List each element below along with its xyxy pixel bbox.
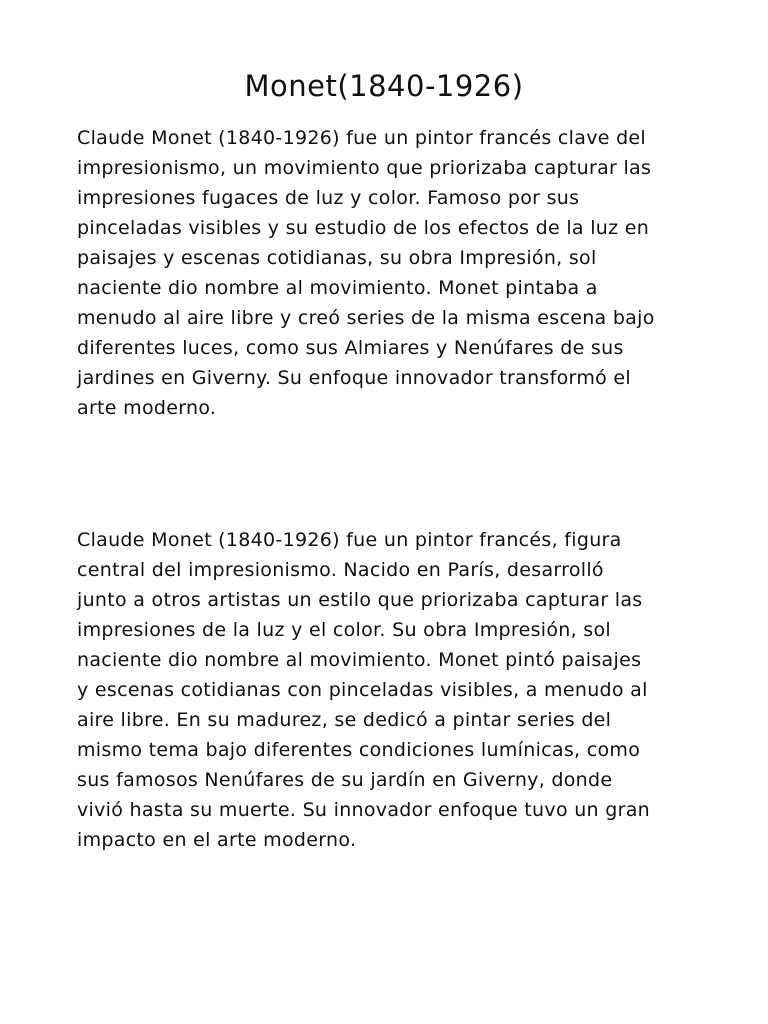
paragraph-line: mismo tema bajo diferentes condiciones lumínicas, como: [77, 739, 641, 761]
paragraph-line: Claude Monet (1840-1926) fue un pintor francés clave del: [77, 127, 647, 149]
paragraph-line: menudo al aire libre y creó series de la misma escena bajo: [77, 307, 655, 329]
paragraph-line: junto a otros artistas un estilo que priorizaba capturar las: [77, 589, 643, 611]
paragraph-line: arte moderno.: [77, 397, 217, 419]
paragraph-line: naciente dio nombre al movimiento. Monet pintaba a: [77, 277, 598, 299]
paragraph-line: pinceladas visibles y su estudio de los efectos de la luz en: [77, 217, 650, 239]
paragraph-line: sus famosos Nenúfares de su jardín en Giverny, donde: [77, 769, 613, 791]
paragraph-line: vivió hasta su muerte. Su innovador enfoque tuvo un gran: [77, 799, 650, 821]
paragraph-line: impresiones de la luz y el color. Su obra Impresión, sol: [77, 619, 612, 641]
paragraph-line: paisajes y escenas cotidianas, su obra Impresión, sol: [77, 247, 597, 269]
paragraph-line: diferentes luces, como sus Almiares y Nenúfares de sus: [77, 337, 624, 359]
paragraph-1: [77, 123, 697, 423]
paragraph-line: central del impresionismo. Nacido en París, desarrolló: [77, 559, 604, 581]
paragraph-line: aire libre. En su madurez, se dedicó a pintar series del: [77, 709, 612, 731]
paragraph-line: impresiones fugaces de luz y color. Famoso por sus: [77, 187, 580, 209]
paragraph-line: impacto en el arte moderno.: [77, 829, 357, 851]
paragraph-line: naciente dio nombre al movimiento. Monet pintó paisajes: [77, 649, 642, 671]
page-title: Monet(1840-1926): [244, 69, 524, 103]
paragraph-2: [77, 525, 697, 855]
paragraph-line: jardines en Giverny. Su enfoque innovador transformó el: [77, 367, 631, 389]
paragraph-line: Claude Monet (1840-1926) fue un pintor francés, figura: [77, 529, 622, 551]
paragraph-line: y escenas cotidianas con pinceladas visibles, a menudo al: [77, 679, 648, 701]
paragraph-line: impresionismo, un movimiento que priorizaba capturar las: [77, 157, 652, 179]
